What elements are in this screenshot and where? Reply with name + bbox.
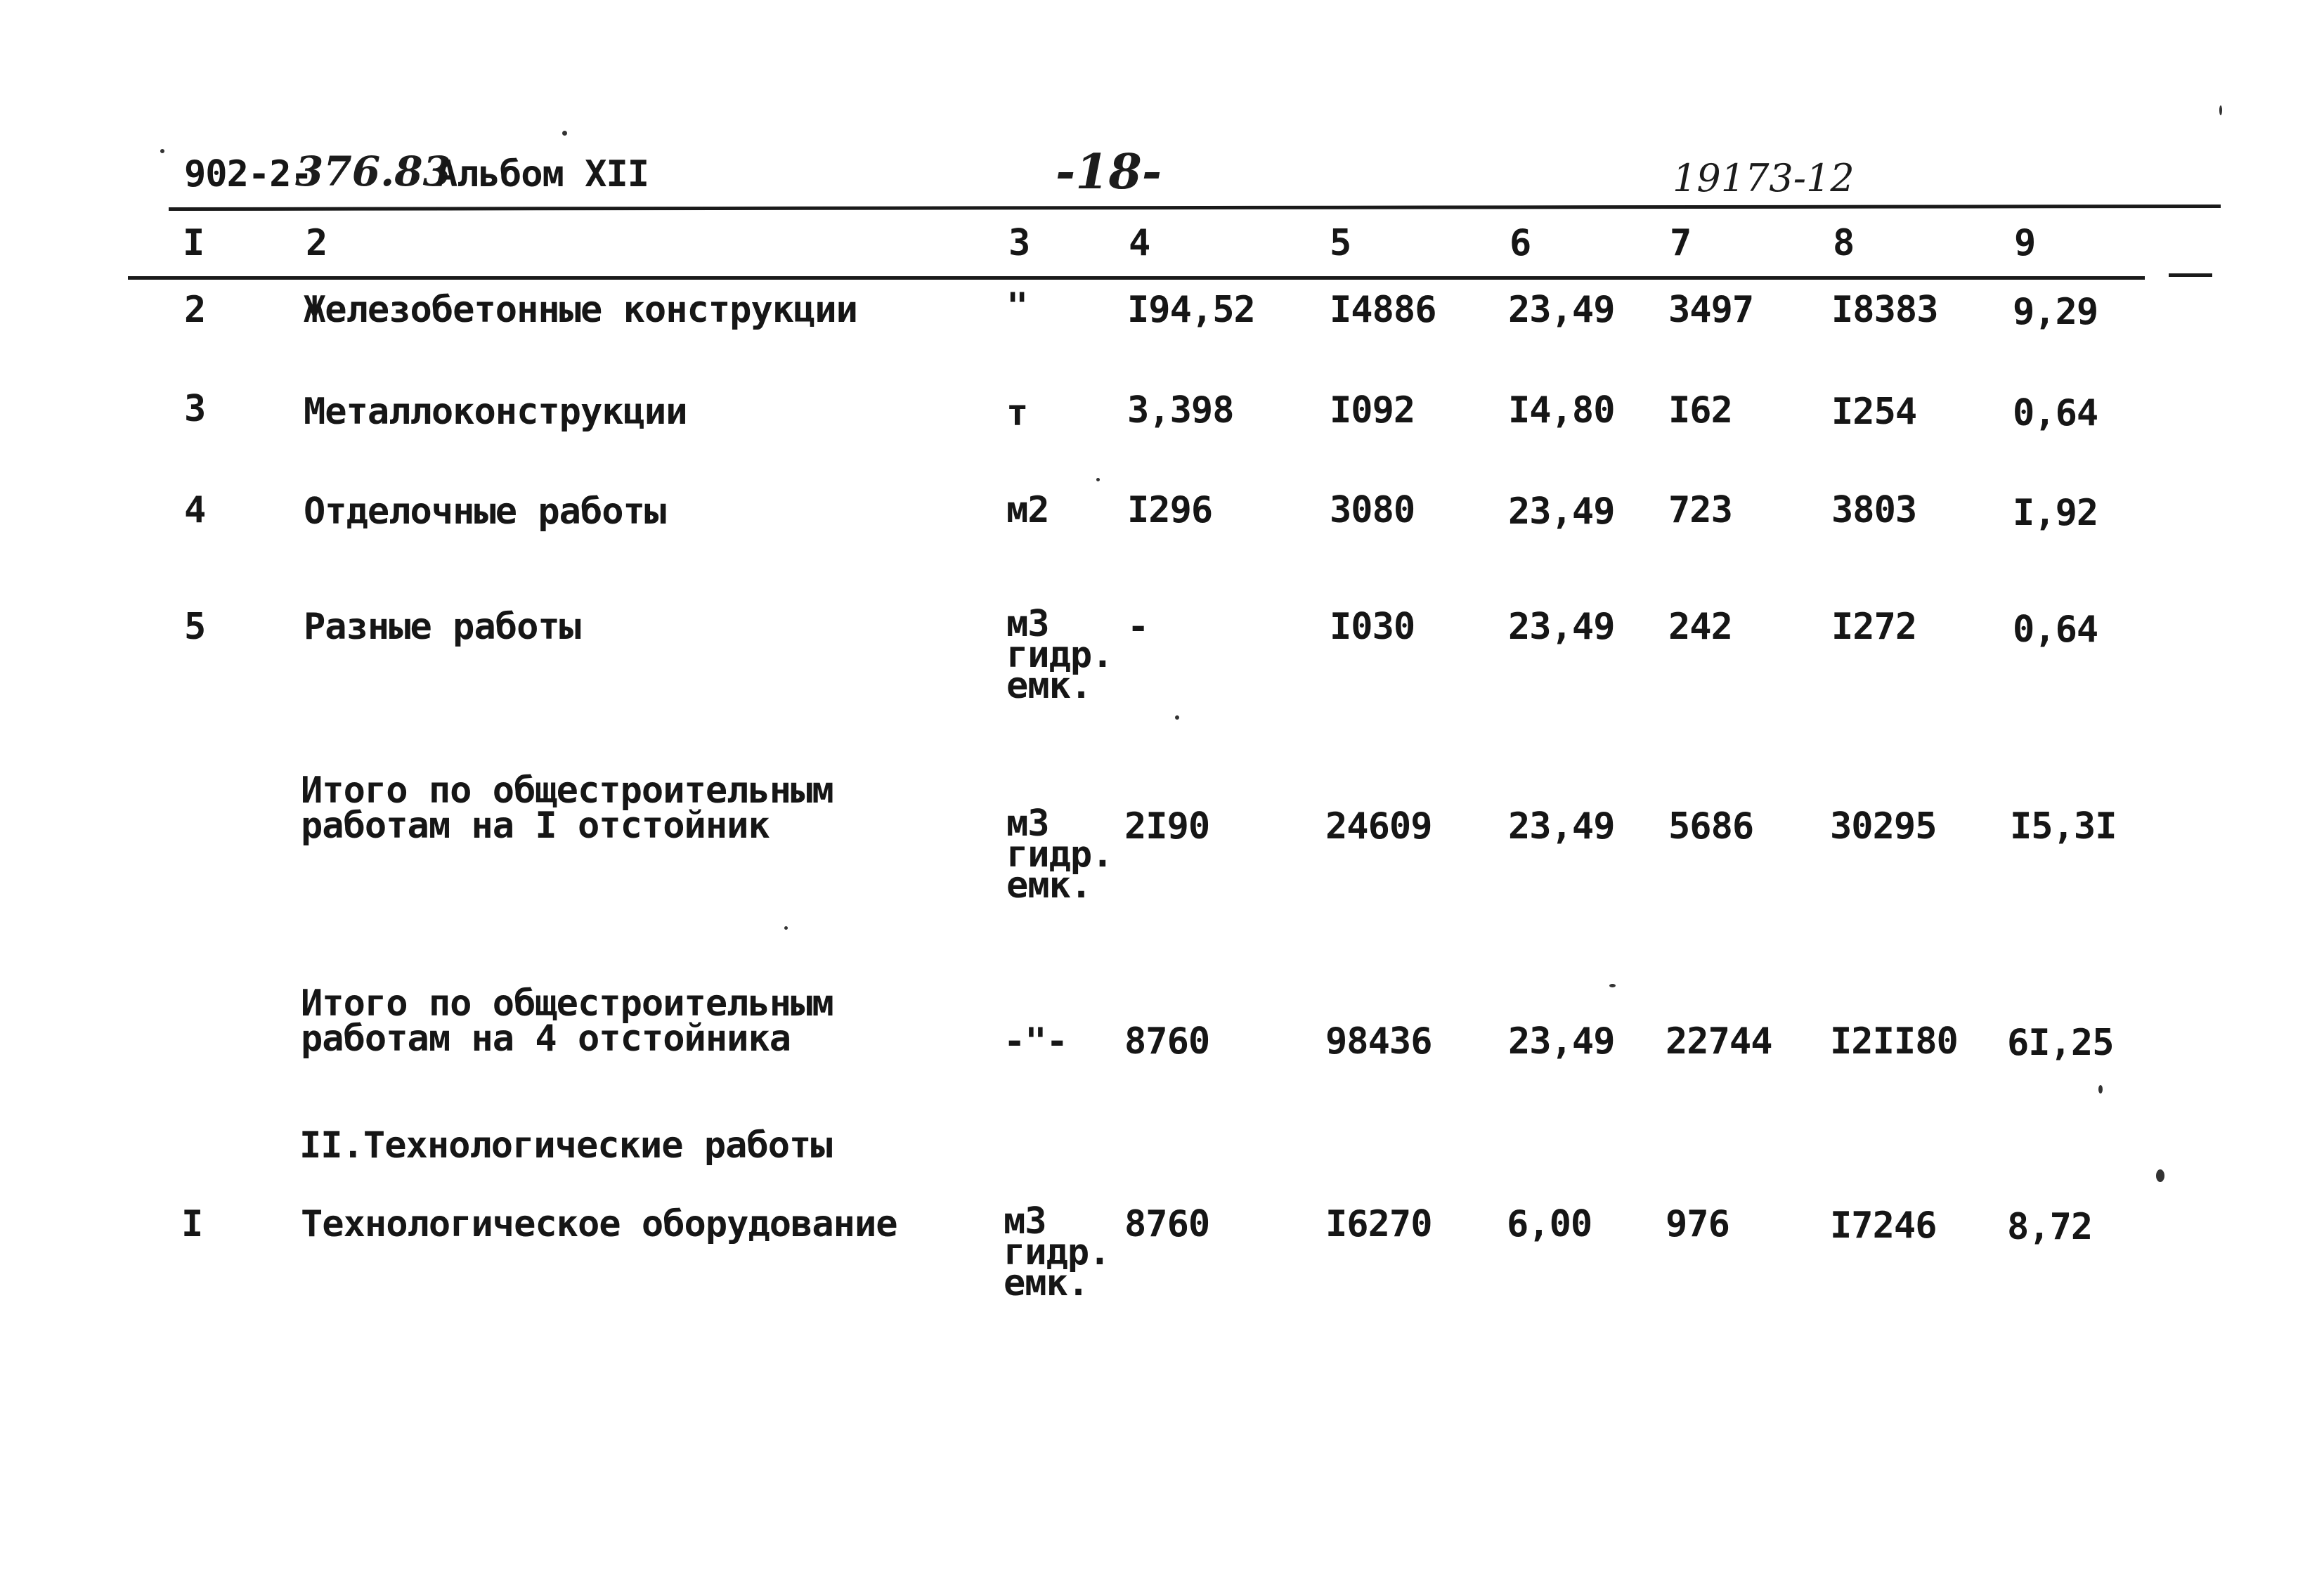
scan-speck bbox=[2156, 1169, 2164, 1182]
row-cell-9: 0,64 bbox=[2013, 392, 2098, 434]
row-number: 5 bbox=[184, 606, 206, 648]
col-header-2: 2 bbox=[306, 222, 327, 264]
row-cell-7: 242 bbox=[1668, 606, 1732, 648]
scan-speck bbox=[1609, 984, 1616, 987]
row-cell-5: 3080 bbox=[1330, 489, 1415, 531]
header-rule-top bbox=[169, 205, 2221, 211]
row-cell-5: I4886 bbox=[1330, 289, 1436, 331]
row-name: Отделочные работы bbox=[304, 491, 666, 533]
col-header-9: 9 bbox=[2014, 222, 2036, 264]
row-name: Разные работы bbox=[304, 606, 580, 648]
col-header-4: 4 bbox=[1129, 222, 1150, 264]
row-cell-4: 8760 bbox=[1124, 1020, 1210, 1063]
row-name: Итого по общестроительным работам на I отстойник bbox=[301, 770, 833, 847]
col-header-6: 6 bbox=[1510, 222, 1531, 264]
row-cell-6: 6,00 bbox=[1507, 1203, 1592, 1245]
row-cell-8: I2II80 bbox=[1830, 1020, 1958, 1063]
row-cell-5: I092 bbox=[1330, 389, 1415, 431]
col-header-3: 3 bbox=[1008, 222, 1030, 264]
row-cell-6: I4,80 bbox=[1508, 389, 1615, 431]
row-cell-6: 23,49 bbox=[1508, 606, 1615, 648]
scan-speck bbox=[2098, 1085, 2103, 1093]
row-cell-6: 23,49 bbox=[1508, 289, 1615, 331]
row-name: Железобетонные конструкции bbox=[304, 289, 857, 331]
row-cell-7: 3497 bbox=[1668, 289, 1754, 331]
row-cell-8: I272 bbox=[1831, 606, 1917, 648]
row-cell-8: I8383 bbox=[1831, 289, 1938, 331]
row-cell-4: 3,398 bbox=[1127, 389, 1234, 431]
row-cell-5: 24609 bbox=[1325, 805, 1432, 848]
col-header-7: 7 bbox=[1670, 222, 1692, 264]
inventory-number: 19173-12 bbox=[1673, 156, 1855, 200]
row-cell-9: 8,72 bbox=[2007, 1206, 2093, 1248]
row-cell-5: I6270 bbox=[1325, 1203, 1432, 1245]
row-cell-9: 0,64 bbox=[2013, 609, 2098, 651]
row-cell-5: 98436 bbox=[1325, 1020, 1432, 1063]
row-cell-8: 3803 bbox=[1831, 489, 1917, 531]
row-name: Металлоконструкции bbox=[304, 391, 687, 433]
row-cell-9: 9,29 bbox=[2013, 291, 2098, 333]
page-number: -18- bbox=[1056, 144, 1162, 200]
scan-speck bbox=[562, 131, 567, 136]
row-cell-7: 976 bbox=[1666, 1203, 1729, 1245]
col-header-1: I bbox=[183, 222, 205, 264]
row-cell-5: I030 bbox=[1330, 606, 1415, 648]
row-unit: м3 гидр. емк. bbox=[1006, 603, 1113, 707]
row-number: 3 bbox=[184, 388, 206, 430]
section-heading: II.Технологические работы bbox=[299, 1124, 832, 1167]
scan-speck bbox=[2219, 105, 2222, 115]
scan-speck bbox=[1175, 715, 1179, 720]
scan-speck bbox=[784, 926, 788, 930]
doc-prefix: 902-2- bbox=[184, 153, 312, 195]
row-cell-6: 23,49 bbox=[1508, 1020, 1615, 1063]
row-unit: т bbox=[1006, 392, 1028, 434]
row-name: Технологическое оборудование bbox=[301, 1203, 897, 1245]
header-rule-bottom-tail bbox=[2169, 273, 2212, 277]
row-cell-6: 23,49 bbox=[1508, 805, 1615, 848]
row-cell-6: 23,49 bbox=[1508, 491, 1615, 533]
header-rule-bottom bbox=[128, 276, 2145, 280]
row-cell-9: I5,3I bbox=[2010, 805, 2117, 848]
row-cell-7: 5686 bbox=[1668, 805, 1754, 848]
album-label: Альбом XII bbox=[436, 153, 649, 195]
row-cell-4: 8760 bbox=[1124, 1203, 1210, 1245]
row-cell-8: 30295 bbox=[1830, 805, 1937, 848]
row-cell-8: I7246 bbox=[1830, 1205, 1937, 1247]
col-header-5: 5 bbox=[1330, 222, 1351, 264]
row-cell-4: 2I90 bbox=[1124, 805, 1210, 848]
row-cell-4: - bbox=[1127, 606, 1149, 648]
row-number: I bbox=[181, 1203, 203, 1245]
scan-speck bbox=[160, 149, 164, 153]
row-number: 2 bbox=[184, 289, 206, 331]
row-cell-4: I94,52 bbox=[1127, 289, 1255, 331]
row-name: Итого по общестроительным работам на 4 отстойника bbox=[301, 982, 833, 1060]
row-cell-7: 723 bbox=[1668, 489, 1732, 531]
row-cell-9: 6I,25 bbox=[2007, 1022, 2114, 1064]
row-unit: м2 bbox=[1006, 489, 1049, 531]
row-cell-7: I62 bbox=[1668, 389, 1732, 431]
row-cell-8: I254 bbox=[1831, 391, 1917, 433]
row-unit: м3 гидр. емк. bbox=[1006, 803, 1113, 907]
row-number: 4 bbox=[184, 489, 206, 531]
doc-number-handwritten: 376.83 bbox=[295, 148, 451, 195]
scan-speck bbox=[1096, 478, 1100, 481]
row-cell-7: 22744 bbox=[1666, 1020, 1772, 1063]
row-cell-9: I,92 bbox=[2013, 492, 2098, 534]
row-unit: -"- bbox=[1004, 1020, 1067, 1063]
row-cell-4: I296 bbox=[1127, 489, 1213, 531]
row-unit: " bbox=[1006, 285, 1028, 327]
row-unit: м3 гидр. емк. bbox=[1004, 1200, 1110, 1304]
col-header-8: 8 bbox=[1833, 222, 1855, 264]
